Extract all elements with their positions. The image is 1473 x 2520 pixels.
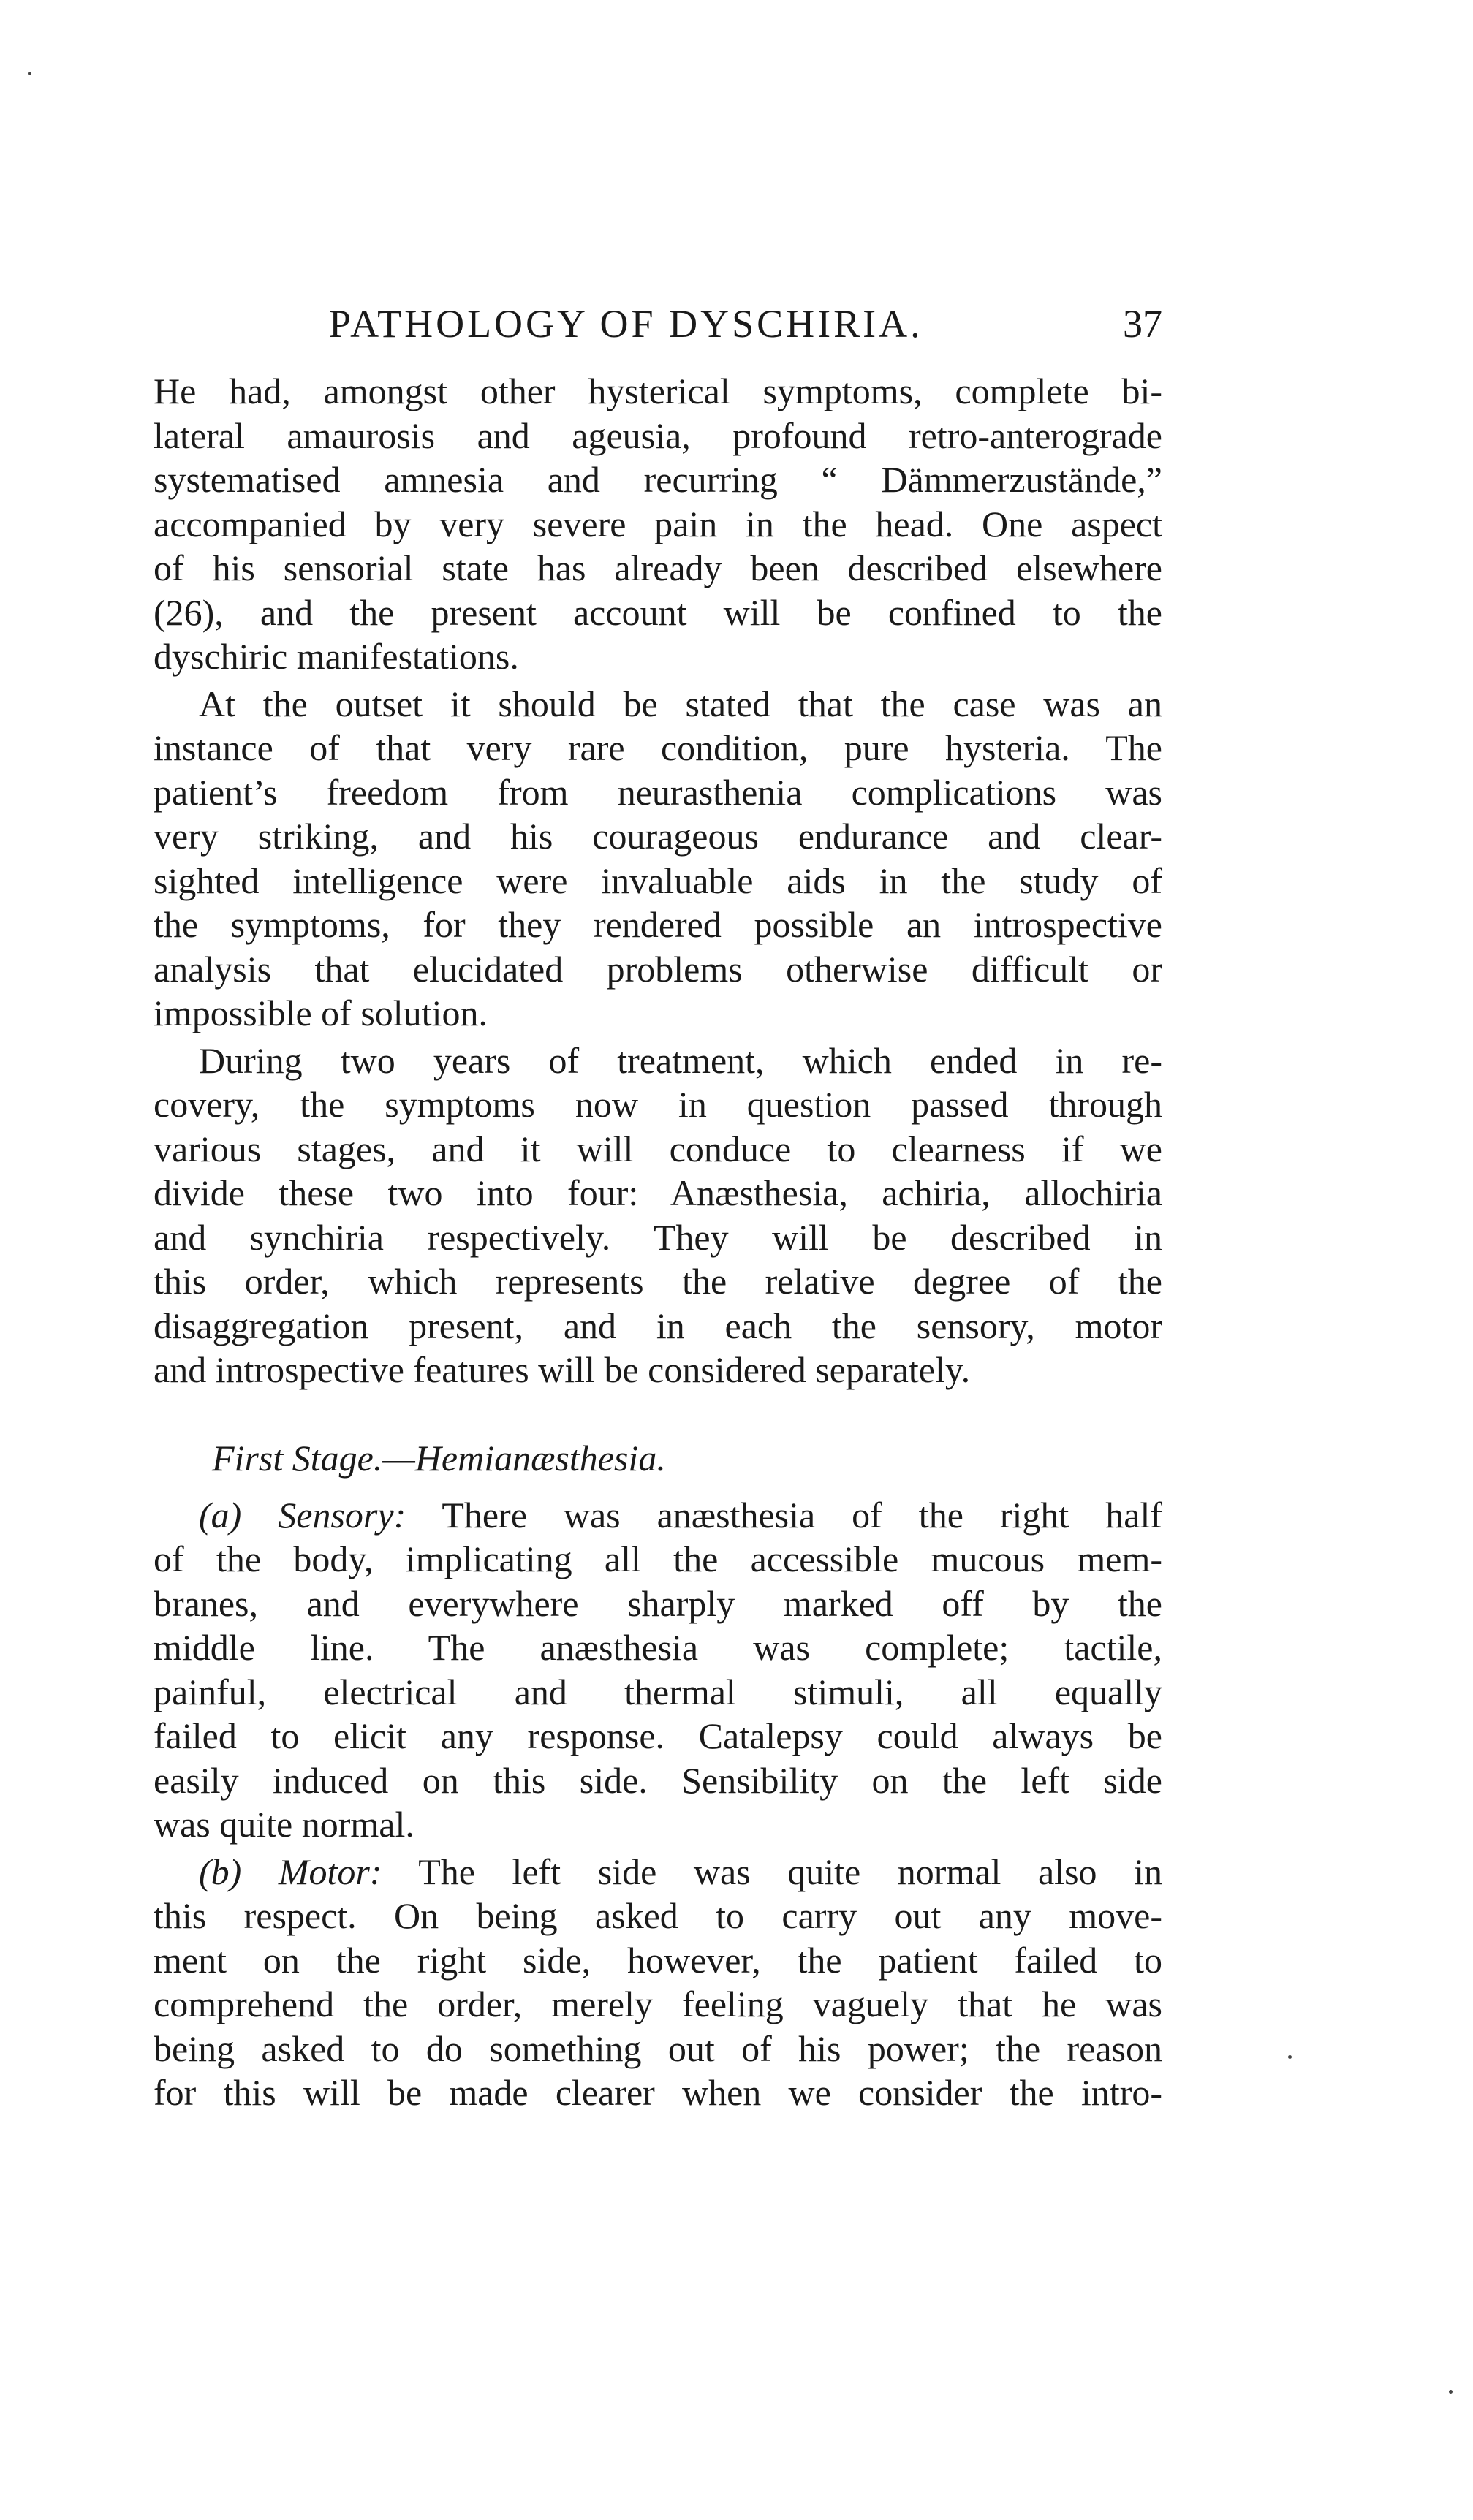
text-line: During two years of treatment, which ended in re-: [199, 1039, 1162, 1081]
text-line: very striking, and his courageous endurance and clear-: [154, 816, 1162, 857]
paragraph-case-intro: [154, 369, 1162, 679]
text-line: impossible of solution.: [154, 993, 488, 1033]
scan-speck: [28, 72, 31, 75]
text-line: easily induced on this side. Sensibility on the left side: [154, 1759, 1162, 1801]
text-line: this order, which represents the relative degree of the: [154, 1261, 1162, 1302]
scan-speck: [1288, 2055, 1292, 2059]
text-line: various stages, and it will conduce to clearness if we: [154, 1128, 1162, 1169]
text-line: [154, 1493, 1162, 1538]
text-line: being asked to do something out of his power; the reason: [154, 2027, 1162, 2069]
text-line: this respect. On being asked to carry out any move-: [154, 1895, 1162, 1936]
text-line: lateral amaurosis and ageusia, profound retro-anterograde: [154, 414, 1162, 456]
text-line: systematised amnesia and recurring “ Dämmerzustände,”: [154, 459, 1162, 500]
text-line: of his sensorial state has already been described elsewhere: [154, 547, 1162, 588]
paragraph-pure-hysteria: [154, 682, 1162, 1036]
text-line: middle line. The anæsthesia was complete; tactile,: [154, 1627, 1162, 1668]
text-line: covery, the symptoms now in question passed through: [154, 1084, 1162, 1125]
text-line: patient’s freedom from neurasthenia complications was: [154, 771, 1162, 813]
text-line: ment on the right side, however, the patient failed to: [154, 1939, 1162, 1981]
text-line: accompanied by very severe pain in the head. One aspect: [154, 503, 1162, 544]
text-line: analysis that elucidated problems otherwise difficult or: [154, 948, 1162, 990]
text-line: (26), and the present account will be confined to the: [154, 591, 1162, 633]
text-line: He had, amongst other hysterical symptoms, complete bi-: [154, 371, 1162, 411]
text-line: and introspective features will be considered separately.: [154, 1349, 971, 1390]
paragraph-stages: [154, 1039, 1162, 1392]
text-line: [154, 1850, 1162, 1894]
text-line: was quite normal.: [154, 1804, 414, 1845]
text-span: There was anæsthesia of the right half: [442, 1494, 1162, 1536]
paragraph-sensory: [154, 1493, 1162, 1847]
text-line: divide these two into four: Anæsthesia, achiria, allochiria: [154, 1172, 1162, 1213]
scan-speck: [1449, 2390, 1453, 2394]
text-line: sighted intelligence were invaluable aids in the study of: [154, 859, 1162, 901]
section-heading: First Stage.—Hemianæsthesia.: [212, 1437, 666, 1479]
paragraph-motor: [154, 1850, 1162, 2115]
text-line: comprehend the order, merely feeling vaguely that he was: [154, 1984, 1162, 2024]
page-header: [154, 301, 1162, 360]
running-head: PATHOLOGY OF DYSCHIRIA.: [329, 302, 923, 346]
text-line: failed to elicit any response. Catalepsy could always be: [154, 1715, 1162, 1756]
text-line: At the outset it should be stated that the case was an: [199, 683, 1162, 724]
text-line: the symptoms, for they rendered possible an introspective: [154, 904, 1162, 945]
page-number: 37: [1123, 302, 1162, 346]
body-text: [154, 369, 1162, 2118]
text-line: for this will be made clearer when we consider the intro-: [154, 2072, 1162, 2113]
text-line: dyschiric manifestations.: [154, 636, 519, 677]
text-line: disaggregation present, and in each the sensory, motor: [154, 1305, 1162, 1346]
run-in-label: (a) Sensory:: [199, 1494, 406, 1536]
text-line: of the body, implicating all the accessible mucous mem-: [154, 1538, 1162, 1579]
run-in-label: (b) Motor:: [199, 1851, 382, 1892]
text-line: instance of that very rare condition, pure hysteria. The: [154, 727, 1162, 768]
text-line: painful, electrical and thermal stimuli, all equally: [154, 1671, 1162, 1712]
text-line: and synchiria respectively. They will be described in: [154, 1216, 1162, 1258]
text-line: branes, and everywhere sharply marked off by the: [154, 1582, 1162, 1624]
text-span: The left side was quite normal also in: [418, 1851, 1163, 1892]
